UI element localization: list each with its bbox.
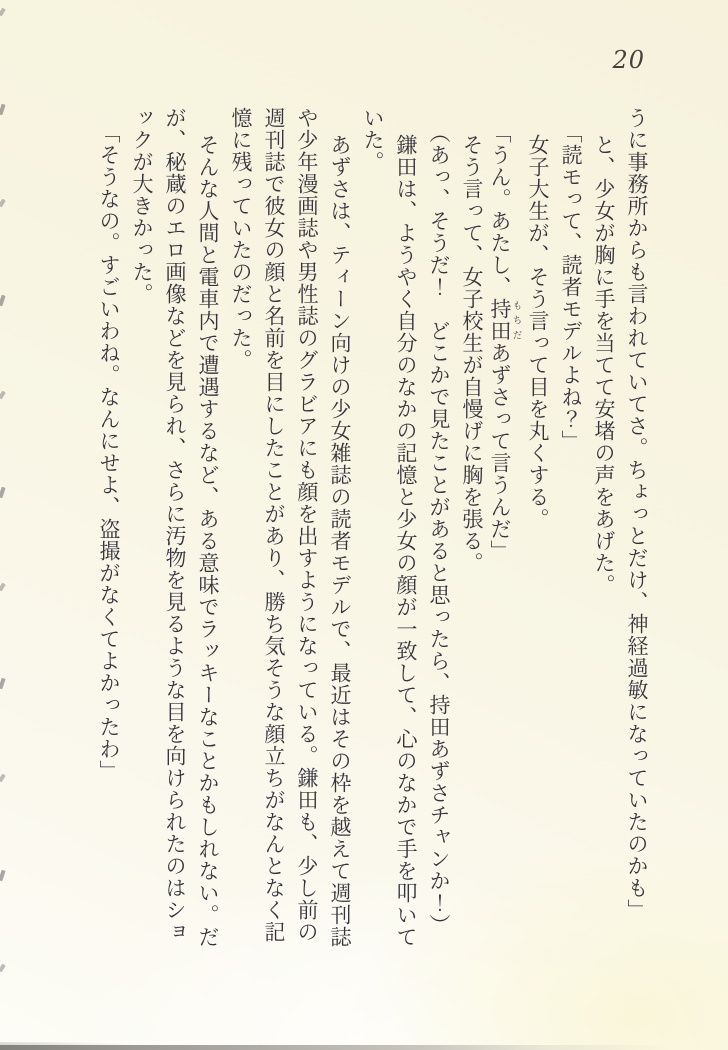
text-column	[488, 107, 521, 953]
ruby-word	[488, 298, 522, 342]
binding-mark	[0, 964, 6, 973]
text-column: （あっ、そうだ！ どこかで見たことがあると思ったら、持田あずさチャンか！）	[427, 122, 451, 936]
binding-mark	[0, 104, 6, 116]
binding-mark	[0, 774, 6, 783]
text-block	[87, 107, 653, 953]
page-bottom-edge	[0, 1045, 728, 1050]
text-column: そんな人間と電車内で遭遇するなど、ある意味でラッキーなことかもしれない。だ	[196, 134, 220, 948]
text-column: うに事務所からも言われていてさ。ちょっとだけ、神経過敏になっていたのかも」	[625, 107, 649, 921]
page-number: 20	[612, 46, 645, 74]
binding-mark	[0, 583, 6, 592]
text-column: 女子大生が、そう言って目を丸くする。	[526, 134, 550, 530]
text-column: そう言って、女子校生が自慢げに胸を張る。	[460, 134, 484, 574]
text-column: ックが大きかった。	[130, 107, 154, 305]
text-column: と、少女が胸に手を当てて安堵の声をあげた。	[592, 134, 616, 596]
binding-mark	[0, 487, 6, 499]
binding-mark	[0, 678, 6, 690]
text-column: 週刊誌で彼女の顔と名前を目にしたことがあり、勝ち気そうな顔立ちがなんとなく記	[262, 107, 286, 943]
ruby-base: 持田	[488, 298, 512, 342]
binding-mark	[0, 870, 6, 882]
binding-marks	[0, 0, 8, 1050]
text-column: 「読モって、読者モデルよね？」	[559, 122, 583, 452]
text-column: や少年漫画誌や男性誌のグラビアにも顔を出すようになっている。鎌田も、少し前の	[295, 107, 319, 943]
text-segment: あずさって言うんだ」	[488, 342, 512, 562]
text-column: あずさは、ティーン向けの少女雑誌の読者モデルで、最近はその枠を越えて週刊誌	[328, 134, 352, 948]
text-segment: 「うん。あたし、	[488, 122, 512, 298]
binding-mark	[0, 391, 6, 400]
text-column: 「そうなの。すごいわね。なんにせよ、盗撮がなくてよかったわ」	[97, 122, 121, 782]
text-column: 鎌田は、ようやく自分のなかの記憶と少女の顔が一致して、心のなかで手を叩いて	[394, 134, 418, 948]
binding-mark	[0, 8, 6, 17]
furigana: もちだ	[510, 298, 522, 342]
binding-mark	[0, 199, 6, 208]
text-column: が、秘蔵のエロ画像などを見られ、さらに汚物を見るような目を向けられたのはショ	[163, 107, 187, 943]
text-column: 憶に残っていたのだった。	[229, 107, 253, 371]
text-column: いた。	[361, 107, 385, 173]
binding-mark	[0, 295, 6, 307]
